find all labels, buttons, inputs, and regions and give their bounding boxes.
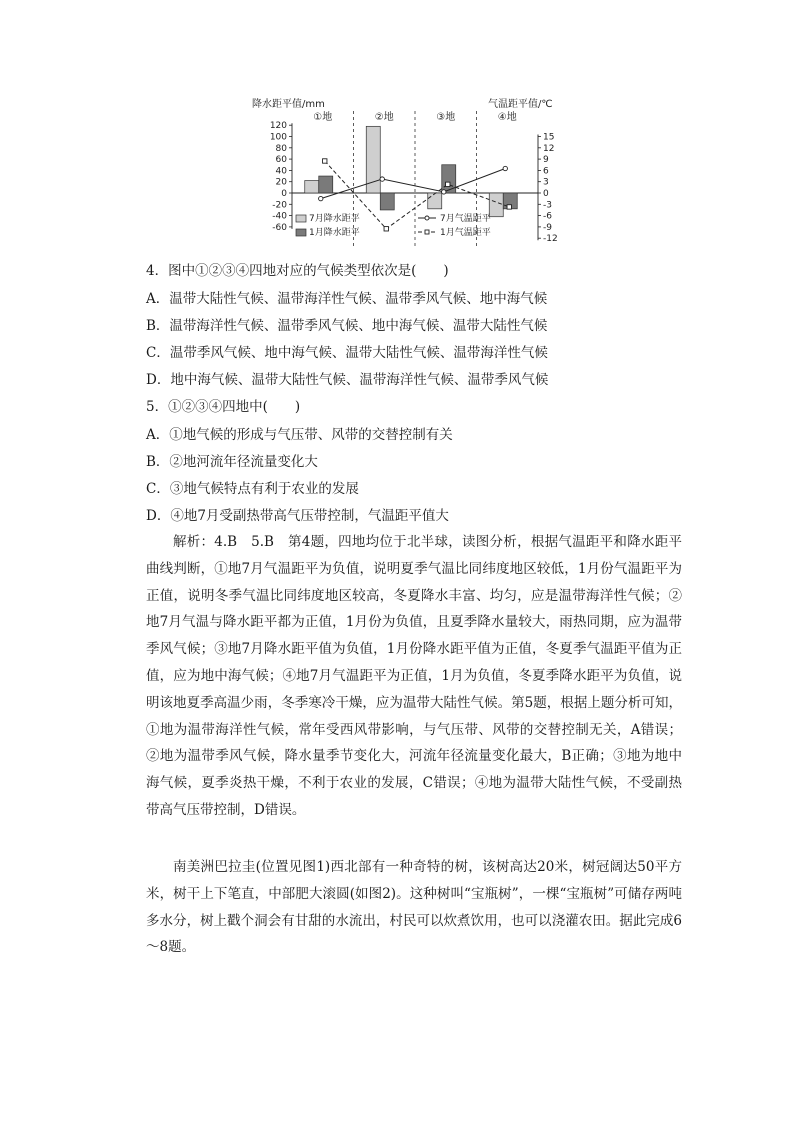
q5-option-c: C．③地气候特点有利于农业的发展	[146, 481, 359, 497]
legend-label-january-precip: 1月降水距平	[309, 228, 360, 238]
bar-january-precip	[319, 176, 333, 193]
left-tick-label: 100	[269, 132, 287, 143]
bar-january-precip	[442, 165, 456, 193]
legend-label-july-precip: 7月降水距平	[309, 214, 360, 224]
right-tick-label: 15	[543, 132, 555, 143]
analysis-paragraph: 解析：4.B 5.B 第4题，四地均位于北半球，读图分析，根据气温距平和降水距平曲线判断，①地7月气温距平为负值，说明夏季气温比同纬度地区较低，1月份气温距平为正值，说明冬季气温比同纬度地区较高，冬夏降水丰富、均匀，应是温带海洋性气候；②地7月气温与降水距平都为正值，1月份为负值，且夏季降水量较大，雨热同期，应为温带季风气候；③地7月降水距平值为负值，1月份降水距平值为正值，冬夏季气温距平值为正值，应为地中海气候；④地7月气温距平为正值，1月为负值，冬夏季降水距平为负值，说明该地夏季高温少雨，冬季寒冷干燥，应为温带大陆性气候。第5题，根据上题分析可知，①地为温带海洋性气候，常年受西风带影响，与气压带、风带的交替控制无关，A错误；②地为温带季风气候，降水量季节变化大，河流年径流量变化最大，B正确；③地为地中海气候，夏季炎热干燥，不利于农业的发展，C错误；④地为温带大陆性气候，不受副热带高气压带控制，D错误。	[146, 534, 682, 818]
right-tick-label: 0	[543, 189, 549, 199]
right-tick-label: -12	[543, 234, 558, 245]
left-tick-label: 20	[275, 177, 287, 188]
july-temp-line	[321, 169, 506, 199]
july-temp-point	[380, 177, 384, 181]
january-temp-point	[384, 227, 388, 231]
left-tick-label: 80	[275, 143, 287, 154]
left-tick-label: 120	[269, 121, 287, 132]
q4-option-b: B．温带海洋性气候、温带季风气候、地中海气候、温带大陆性气候	[146, 318, 548, 334]
january-temp-point	[446, 182, 450, 186]
q5-option-b: B．②地河流年径流量变化大	[146, 454, 318, 470]
january-temp-point	[507, 205, 511, 209]
category-label: ②地	[374, 112, 394, 123]
question-4-stem: 4．图中①②③④四地对应的气候类型依次是( )	[146, 263, 449, 279]
left-tick-label: 40	[275, 166, 287, 177]
q4-option-a: A．温带大陆性气候、温带海洋性气候、温带季风气候、地中海气候	[146, 291, 548, 307]
question-5-stem: 5．①②③④四地中( )	[146, 399, 301, 415]
legend-label-january-temp: 1月气温距平	[440, 228, 491, 238]
bar-january-precip	[380, 193, 394, 210]
bar-july-precip	[305, 181, 319, 193]
climate-anomaly-chart	[250, 93, 580, 253]
left-tick-label: 60	[275, 155, 287, 166]
q4-option-d: D．地中海气候、温带大陆性气候、温带海洋性气候、温带季风气候	[146, 372, 549, 388]
category-label: ④地	[497, 112, 517, 123]
right-tick-label: -6	[543, 211, 552, 222]
intro-paragraph: 南美洲巴拉圭(位置见图1)西北部有一种奇特的树，该树高达20米，树冠阔达50平方米，树干上下笔直，中部肥大滚圆(如图2)。这种树叫“宝瓶树”，一棵“宝瓶树”可储存两吨多水分，树上戳个洞会有甘甜的水流出，村民可以炊煮饮用，也可以浇灌农田。据此完成6～8题。	[146, 859, 682, 956]
left-tick-label: 0	[281, 189, 287, 199]
right-axis-title: 气温距平值/℃	[488, 99, 553, 110]
right-tick-label: 3	[543, 177, 549, 188]
legend-marker-january-temp	[425, 230, 429, 234]
left-tick-label: -40	[272, 211, 287, 222]
right-tick-label: 12	[543, 143, 555, 154]
q4-option-c: C．温带季风气候、地中海气候、温带大陆性气候、温带海洋性气候	[146, 345, 548, 361]
q5-option-a: A．①地气候的形成与气压带、风带的交替控制有关	[146, 427, 453, 443]
left-axis-title: 降水距平值/mm	[252, 99, 325, 110]
right-tick-label: -3	[543, 200, 552, 211]
july-temp-point	[319, 196, 323, 200]
legend-label-july-temp: 7月气温距平	[440, 214, 491, 224]
july-temp-point	[442, 190, 446, 194]
q5-option-d: D．④地7月受副热带高气压带控制，气温距平值大	[146, 508, 449, 524]
bar-july-precip	[489, 193, 503, 217]
bar-july-precip	[428, 193, 442, 209]
legend-swatch-july-precip	[296, 215, 306, 222]
legend	[296, 212, 491, 238]
category-label: ①地	[313, 112, 333, 123]
category-label: ③地	[436, 112, 456, 123]
july-temp-point	[503, 166, 507, 170]
right-tick-label: 9	[543, 155, 549, 166]
right-tick-label: -9	[543, 222, 552, 233]
legend-swatch-january-precip	[296, 229, 306, 236]
left-tick-label: -60	[272, 222, 287, 233]
january-temp-point	[323, 159, 327, 163]
legend-marker-july-temp	[425, 216, 429, 220]
right-tick-label: 6	[543, 166, 549, 177]
left-tick-label: -20	[272, 200, 287, 211]
